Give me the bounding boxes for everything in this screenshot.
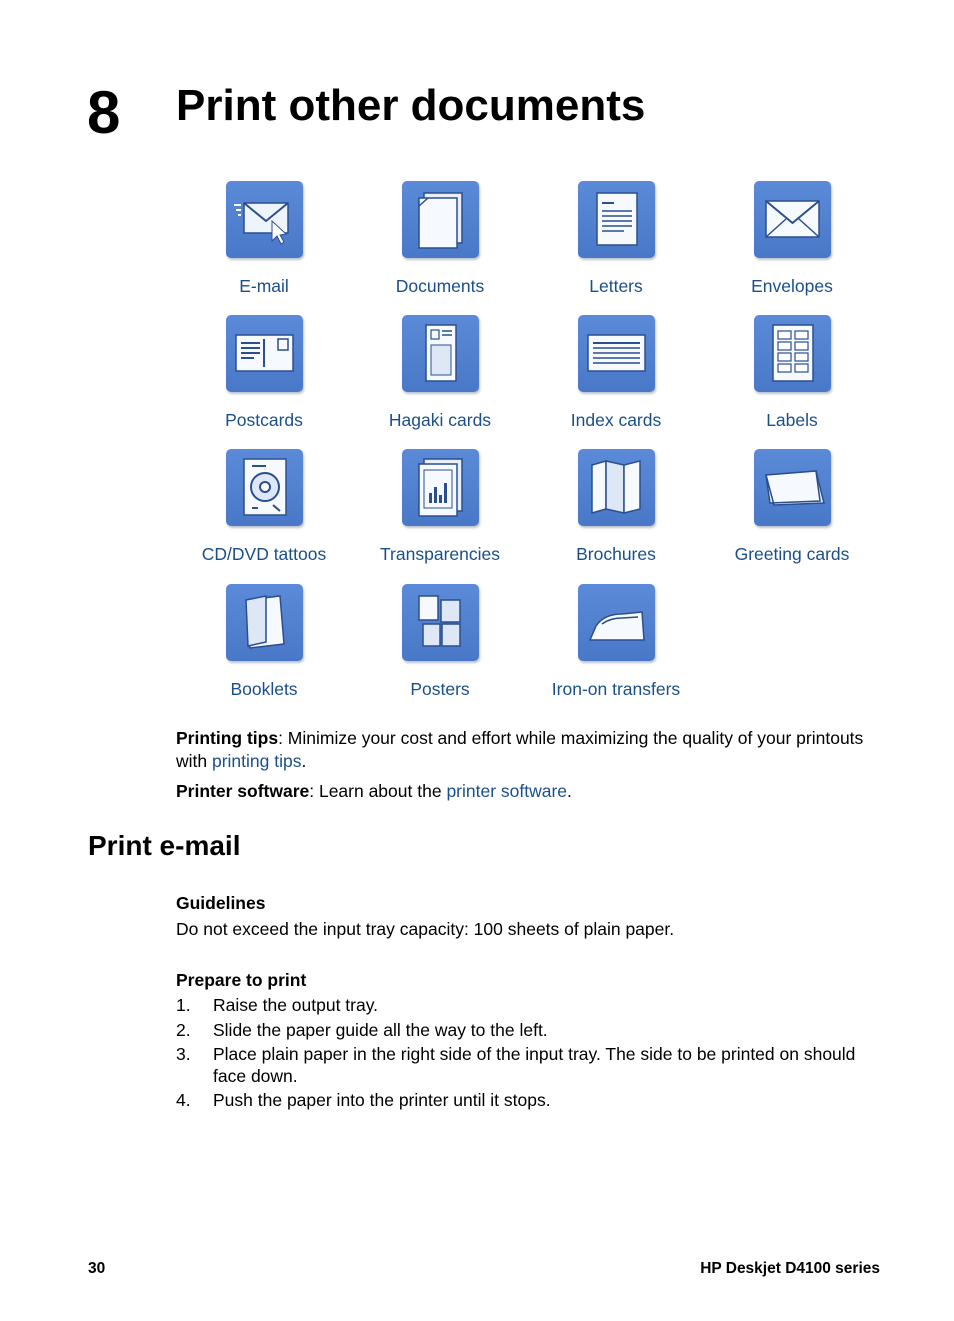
posters-icon (402, 584, 479, 661)
tile-transparencies[interactable] (352, 449, 528, 583)
printing-tips-label: Printing tips (176, 728, 279, 748)
email-icon (226, 181, 303, 258)
tile-greeting-cards[interactable] (704, 449, 880, 583)
step-text: Slide the paper guide all the way to the left. (213, 1019, 548, 1040)
tile-brochures[interactable] (528, 449, 704, 583)
printer-software-link[interactable]: printer software (446, 781, 568, 801)
guidelines-heading: Guidelines (176, 893, 266, 913)
prepare-steps-list (176, 995, 882, 1115)
tile-booklets[interactable] (176, 584, 352, 718)
printer-software-paragraph (176, 780, 882, 803)
tile-label: Booklets (230, 679, 298, 699)
tile-label: E-mail (239, 276, 289, 296)
hagaki-cards-icon (402, 315, 479, 392)
tile-label: Documents (395, 276, 485, 296)
postcards-icon (226, 315, 303, 392)
tile-label: Greeting cards (734, 544, 850, 564)
tile-label: Letters (589, 276, 643, 296)
index-cards-icon (578, 315, 655, 392)
tile-iron-on-transfers[interactable] (528, 584, 704, 718)
step-text: Push the paper into the printer until it stops. (213, 1090, 551, 1110)
documents-icon (402, 181, 479, 258)
tile-labels[interactable] (704, 315, 880, 449)
tile-label: Posters (410, 679, 470, 699)
document-type-grid (176, 0, 880, 710)
step-number: 1. (176, 995, 191, 1015)
printing-tips-text: : Minimize your cost and effort while maximizing the quality of your printouts with (176, 728, 864, 771)
step-text: Raise the output tray. (213, 995, 379, 1015)
tile-cd-dvd-tattoos[interactable] (176, 449, 352, 583)
envelopes-icon (754, 181, 831, 258)
tile-label: Postcards (225, 410, 303, 430)
greeting-cards-icon (754, 449, 831, 526)
step-number: 4. (176, 1090, 191, 1110)
tile-label: Envelopes (751, 276, 833, 296)
section-title: Print e-mail (88, 830, 241, 861)
printer-software-text: : Learn about the (309, 781, 447, 801)
cd-dvd-icon (226, 449, 303, 526)
tile-label: CD/DVD tattoos (201, 544, 327, 564)
tile-posters[interactable] (352, 584, 528, 718)
tile-index-cards[interactable] (528, 315, 704, 449)
printing-tips-link[interactable]: printing tips (211, 750, 302, 771)
product-name: HP Deskjet D4100 series (700, 1260, 880, 1277)
brochures-icon (578, 449, 655, 526)
step-number: 3. (176, 1044, 191, 1064)
tile-label: Brochures (576, 544, 656, 564)
step-item (176, 1090, 882, 1112)
chapter-number: 8 (87, 79, 121, 146)
tile-letters[interactable] (528, 181, 704, 315)
step-item (176, 1044, 882, 1087)
labels-icon (754, 315, 831, 392)
chapter-title: Print other documents (176, 81, 646, 130)
printing-tips-paragraph (176, 727, 882, 772)
printer-software-end: . (567, 781, 572, 801)
tile-envelopes[interactable] (704, 181, 880, 315)
prepare-heading: Prepare to print (176, 970, 307, 990)
tile-email[interactable] (176, 181, 352, 315)
tile-label: Index cards (570, 410, 662, 430)
printer-software-label: Printer software (176, 781, 310, 801)
transparencies-icon (402, 449, 479, 526)
tile-hagaki-cards[interactable] (352, 315, 528, 449)
booklets-icon (226, 584, 303, 661)
tile-label: Labels (766, 410, 818, 430)
guidelines-text: Do not exceed the input tray capacity: 100 sheets of plain paper. (176, 919, 675, 939)
tile-label: Transparencies (380, 544, 500, 564)
tile-label: Iron-on transfers (551, 679, 681, 699)
step-item (176, 995, 882, 1017)
printing-tips-end: . (301, 750, 307, 771)
page-number: 30 (88, 1260, 106, 1277)
step-number: 2. (176, 1019, 191, 1040)
step-text: Place plain paper in the right side of the input tray. The side to be printed on should face down. (213, 1044, 856, 1086)
letters-icon (578, 181, 655, 258)
iron-on-transfers-icon (578, 584, 655, 661)
tile-label: Hagaki cards (388, 410, 492, 430)
tile-documents[interactable] (352, 181, 528, 315)
step-item (176, 1020, 882, 1042)
tile-postcards[interactable] (176, 315, 352, 449)
